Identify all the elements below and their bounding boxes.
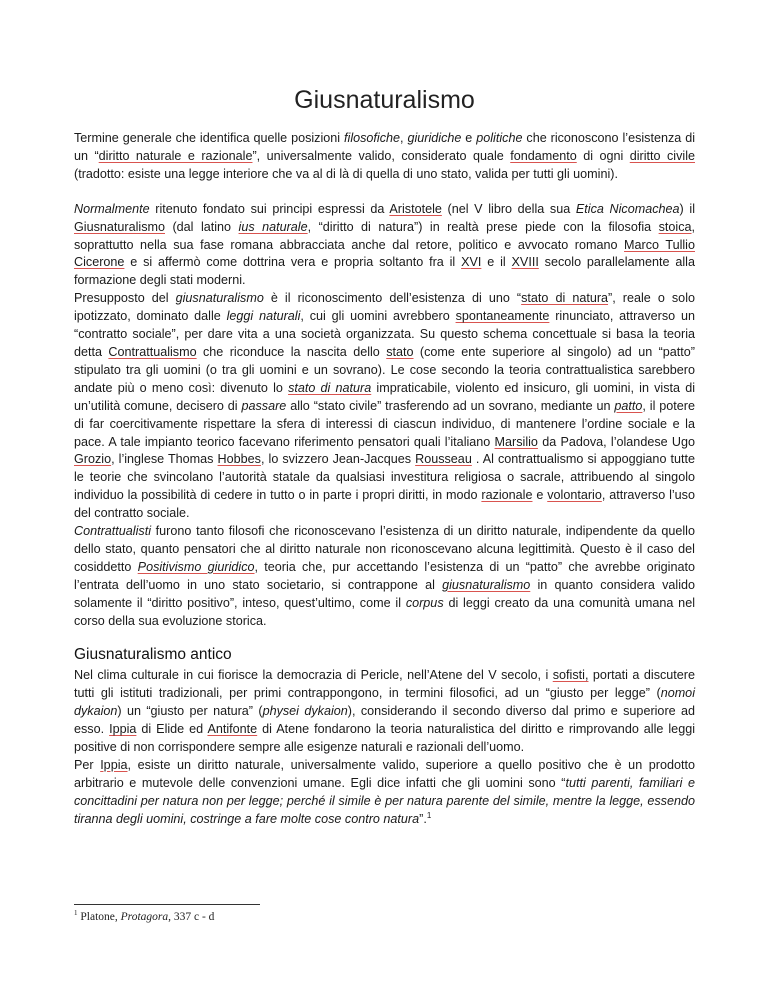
emphasis: giusnaturalismo <box>175 291 264 306</box>
emphasis: passare <box>241 398 287 413</box>
link-ippia[interactable]: Ippia <box>109 722 137 737</box>
link-diritto-civile[interactable]: diritto civile <box>629 148 695 163</box>
link-contrattualismo[interactable]: Contrattualismo <box>108 344 197 359</box>
text: furono tanto filosofi che riconoscevano l’esistenza di un diritto naturale, indipendente da quello dello stato, quanto pensatori che al diritto naturale non riconoscevano alcuna legittimità. Questo è il caso del cosiddetto <box>74 524 695 574</box>
link-antifonte[interactable]: Antifonte <box>207 722 258 737</box>
text: (dal latino <box>165 219 239 234</box>
text: è il riconoscimento dell’esistenza di uno “ <box>263 291 522 306</box>
footnote <box>74 910 214 924</box>
link-patto[interactable]: patto <box>614 398 643 413</box>
emphasis: Contrattualisti <box>74 524 151 539</box>
page-title: Giusnaturalismo <box>294 86 475 114</box>
emphasis: physei dykaion <box>262 704 348 719</box>
emphasis: giuridiche <box>407 131 462 145</box>
text: , soprattutto nella sua fase romana abbracciata anche dal retore, politico e avvocato romano <box>74 219 696 252</box>
text: ) un “giusto per natura” ( <box>117 704 263 719</box>
section-heading: Giusnaturalismo antico <box>74 646 232 664</box>
text: ritenuto fondato sui principi espressi da <box>149 201 390 216</box>
text: , l’inglese Thomas <box>111 452 218 467</box>
link-spontaneamente[interactable]: spontaneamente <box>455 309 550 324</box>
emphasis: Etica Nicomachea <box>575 201 680 216</box>
origin-paragraph <box>74 201 695 291</box>
emphasis: filosofiche <box>344 131 401 145</box>
text: , esiste un diritto naturale, universalmente valido, superiore a quello positivo che è un prodotto arbitrario e mutevole delle convenzioni umane. Egli dice infatti che gli uomini sono “ <box>74 758 695 790</box>
text: che riconoscono l’esistenza di un “ <box>74 131 695 163</box>
text: ”. <box>419 811 427 826</box>
text: di Elide ed <box>136 722 208 737</box>
text: , cui gli uomini avrebbero <box>300 309 456 324</box>
ancient-paragraph <box>74 667 695 757</box>
text: allo “stato civile” trasferendo ad un sovrano, mediante un <box>286 398 615 413</box>
text: (come ente superiore al singolo) ad un “patto” stipulato tra gli uomini (o tra gli uomini e un sovrano). Le cose secondo la teoria contrattualistica sarebbero andate più o meno così: divenuto lo <box>74 344 695 395</box>
emphasis: Normalmente <box>74 201 150 216</box>
text: secolo parallelamente alla formazione degli stati moderni. <box>74 255 695 288</box>
text: , lo svizzero Jean-Jacques <box>260 452 416 467</box>
text: impraticabile, violento ed insicuro, gli uomini, in vista di un’utilità comune, decisero di <box>74 380 695 413</box>
text: Nel clima culturale in cui fiorisce la democrazia di Pericle, nell’Atene del V secolo, i <box>74 668 553 683</box>
footnote-reference[interactable]: 1 <box>426 810 432 820</box>
link-fondamento[interactable]: fondamento <box>510 148 577 163</box>
footnote-divider <box>74 904 260 905</box>
emphasis: corpus <box>405 595 444 610</box>
text: di leggi creato da una comunità umana nel corso della sua evoluzione storica. <box>74 595 695 628</box>
text: che riconduce la nascita dello <box>196 344 387 359</box>
quotation: tutti parenti, familiari e concittadini per natura non per legge; perché il simile è per natura parente del simile, mentre la legge, essendo tiranna degli uomini, costringe a fare molte cose contro natura <box>74 775 695 826</box>
text: da Padova, l’olandese Ugo <box>537 434 695 449</box>
link-diritto-naturale[interactable]: diritto naturale e razionale <box>98 148 253 163</box>
text: di ogni <box>576 148 630 163</box>
ippia-paragraph <box>74 757 695 829</box>
text: Termine generale che identifica quelle posizioni <box>74 131 345 145</box>
text: Presupposto del <box>74 291 176 306</box>
link-rousseau[interactable]: Rousseau <box>415 452 472 467</box>
link-stato-di-natura-2[interactable]: stato di natura <box>288 380 372 395</box>
link-marsilio[interactable]: Marsilio <box>494 434 538 449</box>
link-hobbes[interactable]: Hobbes <box>217 452 261 467</box>
link-stato[interactable]: stato <box>386 344 414 359</box>
footnote-location: , 337 c - d <box>168 911 215 923</box>
text: , teoria che, pur accettando l’esistenza di un “patto” che avrebbe originato l’entrata dell’uomo in uno stato societario, si contrappone al <box>74 559 695 592</box>
link-stoica[interactable]: stoica <box>658 219 692 234</box>
text: , <box>400 131 408 145</box>
footnote-number: 1 <box>74 909 78 918</box>
text: rinunciato, attraverso un “contratto sociale”, per dare vita a una società organizzata. Su questo schema concettuale si basa la teoria detta <box>74 309 695 359</box>
text: e <box>532 488 548 503</box>
link-cicerone[interactable]: Marco Tullio Cicerone <box>74 237 695 270</box>
text: . Al contrattualismo si appoggiano tutte le teorie che svincolano l’autorità statale da qualsiasi investitura religiosa o sacrale, attribuendo al singolo individuo la possibilità di cedere in tutto o in parte i propri diritti, in modo <box>74 452 696 503</box>
text: ), considerando il secondo diverso dal primo e superiore ad esso. <box>74 704 696 737</box>
link-positivismo-giuridico[interactable]: Positivismo giuridico <box>137 559 255 574</box>
text: (tradotto: esiste una legge interiore che va al di là di quella di uno stato, valida per tutti gli uomini). <box>74 166 618 181</box>
emphasis: politiche <box>476 131 523 145</box>
emphasis: nomoi dykaion <box>74 686 695 719</box>
text: (nel V libro della sua <box>441 201 576 216</box>
positivism-paragraph <box>74 523 695 630</box>
text: ) il <box>679 201 695 216</box>
link-giusnaturalismo[interactable]: Giusnaturalismo <box>74 219 165 234</box>
footnote-author: Platone, <box>77 911 121 923</box>
link-stato-di-natura[interactable]: stato di natura <box>521 291 609 306</box>
text: portati a discutere tutti gli istituti tradizionali, per primi contrappongono, in termini filosofici, ad un “giusto per legge” ( <box>74 668 695 701</box>
link-ius-naturale[interactable]: ius naturale <box>238 219 308 234</box>
text: ”, reale o solo ipotizzato, dominato dalle <box>74 291 695 324</box>
text: , il potere di far coercitivamente rispettare la sfera di interessi di ciascun individuo, di mantenere l’ordine sociale e la pace. A tale impianto teorico facevano riferimento pensatori quali l’italiano <box>74 398 695 449</box>
link-sofisti[interactable]: sofisti, <box>552 668 589 683</box>
link-razionale[interactable]: razionale <box>481 488 533 503</box>
text: e il <box>481 255 512 270</box>
text: ”, universalmente valido, considerato quale <box>252 148 511 163</box>
link-xviii[interactable]: XVIII <box>511 255 539 270</box>
link-volontario[interactable]: volontario <box>547 488 602 503</box>
link-ippia-2[interactable]: Ippia <box>100 758 128 772</box>
link-aristotele[interactable]: Aristotele <box>389 201 442 216</box>
text: di Atene fondarono la teoria naturalistica del diritto e rimprovando alle leggi positive di non corrispondere sempre alle esigenze naturali e razionali dell’uomo. <box>74 722 695 755</box>
emphasis: leggi naturali <box>226 309 301 324</box>
text: e si affermò come dottrina vera e propria soltanto fra il <box>124 255 462 270</box>
footnote-work: Protagora <box>120 911 169 923</box>
link-giusnaturalismo-2[interactable]: giusnaturalismo <box>442 577 531 592</box>
link-grozio[interactable]: Grozio <box>74 452 112 467</box>
text: in quanto considera valido solamente il “diritto positivo”, inteso, quest’ultimo, come il <box>74 577 695 610</box>
link-xvi[interactable]: XVI <box>461 255 482 270</box>
intro-paragraph <box>74 130 695 184</box>
text: , attraverso l’uso del contratto sociale. <box>74 488 695 521</box>
contract-paragraph <box>74 290 695 523</box>
text: Per <box>74 758 101 772</box>
text: e <box>461 131 477 145</box>
text: , “diritto di natura”) in realtà prese piede con la filosofia <box>307 219 659 234</box>
